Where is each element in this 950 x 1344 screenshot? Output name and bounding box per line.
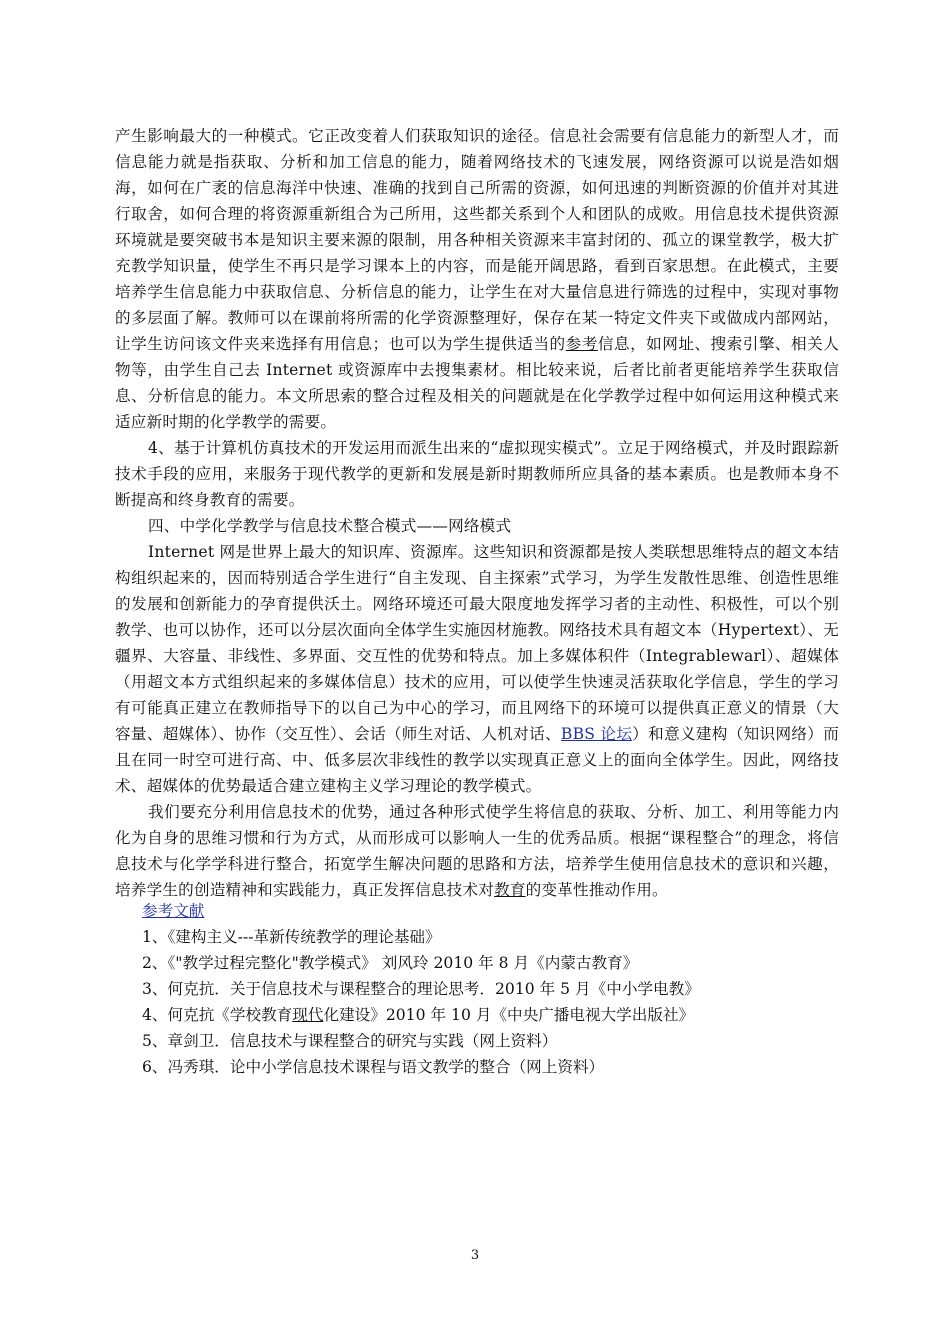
reference-item-2: 2、《"教学过程完整化"教学模式》 刘风玲 2010 年 8 月《内蒙古教育》 (142, 954, 639, 972)
reference-item-3: 3、何克抗．关于信息技术与课程整合的理论思考．2010 年 5 月《中小学电教》 (142, 980, 700, 998)
education-link[interactable]: 教育 (494, 881, 526, 899)
paragraph-text: 信息，如网址、搜索引擎、相关人物等，由学生自己去 Internet 或资源库中去搜集素材。相比较来说，后者比前者更能培养学生获取信息、分析信息的能力。本文所思索的整合过程及相关的问题就是在化学教学过程中如何运用这种模式来适应新时期的化学教学的需要。 (115, 335, 839, 431)
paragraph-internet (115, 539, 839, 799)
reference-item-4 (142, 1002, 700, 1028)
paragraph-text: 的变革性推动作用。 (525, 881, 668, 899)
reference-item-5: 5、章剑卫．信息技术与课程整合的研究与实践（网上资料） (142, 1032, 558, 1050)
paragraph-text: Internet 网是世界上最大的知识库、资源库。这些知识和资源都是按人类联想思维特点的超文本结构组织起来的，因而特别适合学生进行“自主发现、自主探索”式学习，为学生发散性思维、创造性思维的发展和创新能力的孕育提供沃土。网络环境还可最大限度地发挥学习者的主动性、积极性，可以个别教学、也可以协作，还可以分层次面向全体学生实施因材施教。网络技术具有超文本（Hypertext）、无疆界、大容量、非线性、多界面、交互性的优势和特点。加上多媒体积件（Integrablewarl）、超媒体（用超文本方式组织起来的多媒体信息）技术的应用，可以使学生快速灵活获取化学信息，学生的学习有可能真正建立在教师指导下的以自己为中心的学习，而且网络下的环境可以提供真正意义的情景（大容量、超媒体）、协作（交互性）、会话（师生对话、人机对话、 (115, 543, 839, 743)
paragraph-text: ）和意义建构（知识网络）而且在同一时空可进行高、中、低多层次非线性的教学以实现真正意义上的面向全体学生。因此，网络技术、超媒体的优势最适合建立建构主义学习理论的教学模式。 (115, 725, 839, 795)
reference-item-1: 1、《建构主义---革新传统教学的理论基础》 (142, 928, 441, 946)
document-body (115, 123, 839, 903)
paragraph-text: 我们要充分利用信息技术的优势，通过各种形式使学生将信息的获取、分析、加工、利用等能力内化为自身的思维习惯和行为方式，从而形成可以影响人一生的优秀品质。根据“课程整合”的理念，将信息技术与化学学科进行整合，拓宽学生解决问题的思路和方法，培养学生使用信息技术的意识和兴趣，培养学生的创造精神和实践能力，真正发挥信息技术对 (115, 803, 839, 899)
page-number: 3 (470, 1248, 480, 1263)
reference-link[interactable]: 参考 (565, 335, 598, 353)
bbs-forum-link[interactable]: BBS 论坛 (560, 725, 633, 743)
references-title-link[interactable]: 参考文献 (142, 902, 205, 920)
reference-item-6: 6、冯秀琪．论中小学信息技术课程与语文教学的整合（网上资料） (142, 1058, 605, 1076)
paragraph-text: 产生影响最大的一种模式。它正改变着人们获取知识的途径。信息社会需要有信息能力的新型人才，而信息能力就是指获取、分析和加工信息的能力，随着网络技术的飞速发展，网络资源可以说是浩如烟海，如何在广袤的信息海洋中快速、准确的找到自己所需的资源，如何迅速的判断资源的价值并对其进行取舍，如何合理的将资源重新组合为己所用，这些都关系到个人和团队的成败。用信息技术提供资源环境就是要突破书本是知识主要来源的限制，用各种相关资源来丰富封闭的、孤立的课堂教学，极大扩充教学知识量，使学生不再只是学习课本上的内容，而是能开阔思路，看到百家思想。在此模式，主要培养学生信息能力中获取信息、分析信息的能力，让学生在对大量信息进行筛选的过程中，实现对事物的多层面了解。教师可以在课前将所需的化学资源整理好，保存在某一特定文件夹下或做成内部网站，让学生访问该文件夹来选择有用信息；也可以为学生提供适当的 (115, 127, 839, 353)
paragraph-conclusion (115, 799, 839, 903)
paragraph-virtual-reality: 4、基于计算机仿真技术的开发运用而派生出来的“虚拟现实模式”。立足于网络模式，并及时跟踪新技术手段的应用，来服务于现代教学的更新和发展是新时期教师所应具备的基本素质。也是教师本身不断提高和终身教育的需要。 (115, 439, 839, 509)
modern-link[interactable]: 现代 (292, 1006, 324, 1024)
references-section (142, 898, 700, 1080)
reference-text: 4、何克抗《学校教育 (142, 1006, 293, 1024)
section-heading-4: 四、中学化学教学与信息技术整合模式——网络模式 (148, 517, 512, 535)
paragraph-network-model (115, 123, 839, 435)
reference-text: 化建设》2010 年 10 月《中央广播电视大学出版社》 (323, 1006, 695, 1024)
